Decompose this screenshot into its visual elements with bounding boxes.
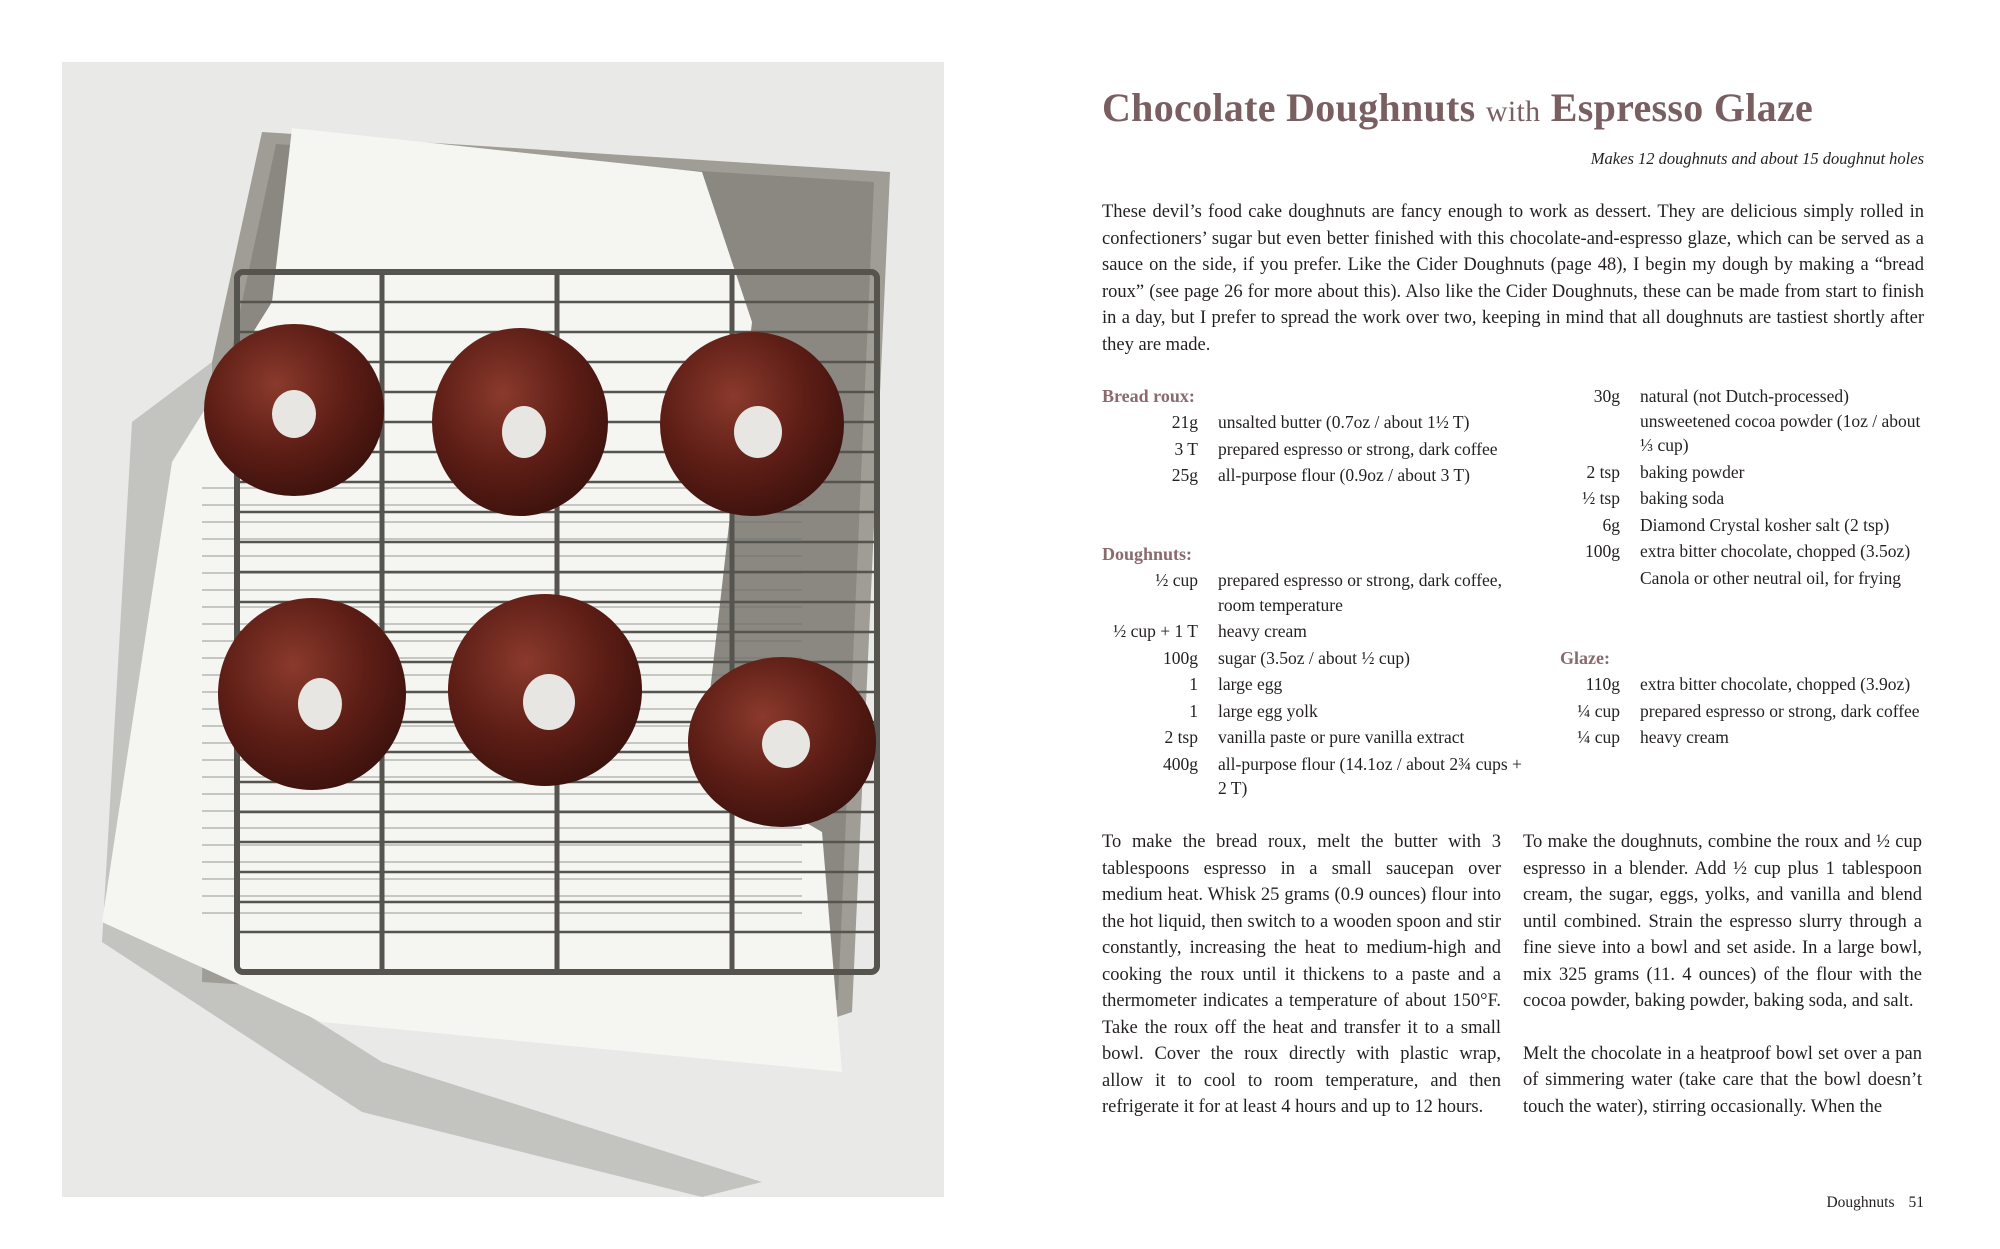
method-roux-paragraph: To make the bread roux, melt the butter with 3 tablespoons espresso in a small saucepan over medium heat. Whisk 25 grams (0.9 ounces) flour into the hot liquid, then switch to a wooden spoon and stir constantly, increasing the heat to medium-high and cooking the roux until it thickens to a paste and a thermometer indicates a temperature of about 150°F. Take the roux off the heat and transfer it to a small bowl. Cover the roux directly with plastic wrap, allow it to cool to room temperature, and then refrigerate it for at least 4 hours and up to 12 hours.: [1102, 832, 1501, 1117]
ingredient-text: unsalted butter (0.7oz / about 1½ T): [1218, 412, 1470, 432]
ingredient-row: [1102, 619, 1522, 644]
ingredient-row: [1530, 460, 1930, 485]
ingredient-qty: [1530, 566, 1640, 591]
doughnut-3: [660, 332, 844, 516]
ingredient-row: [1102, 437, 1522, 462]
recipe-yield: Makes 12 doughnuts and about 15 doughnut holes: [1590, 149, 1924, 168]
ingredient-row: [1530, 513, 1930, 538]
ingredient-text: prepared espresso or strong, dark coffee: [1640, 700, 1920, 721]
ingredient-row: [1102, 752, 1522, 801]
ingredient-qty: 6g: [1602, 514, 1620, 535]
recipe-intro: [1102, 199, 1924, 358]
title-with: with: [1485, 95, 1541, 128]
method-column-left: [1102, 829, 1501, 1121]
ingredient-qty: 100g: [1585, 541, 1620, 561]
doughnut-photo: [62, 62, 944, 1197]
ingredient-row: [1102, 646, 1522, 671]
ingredient-text: vanilla paste or pure vanilla extract: [1218, 727, 1465, 747]
page-footer: [1826, 1194, 1924, 1212]
method-chocolate-paragraph: Melt the chocolate in a heatproof bowl set over a pan of simmering water (take care that the bowl doesn’t touch the water), stirring occasionally. When the: [1523, 1043, 1922, 1117]
page-number: 51: [1908, 1194, 1924, 1211]
ingredient-row: [1102, 568, 1522, 617]
ingredient-qty: 2 tsp: [1164, 727, 1198, 747]
ingredient-qty: ½ cup + 1 T: [1113, 621, 1198, 641]
ingredient-text: Canola or other neutral oil, for frying: [1640, 567, 1901, 588]
doughnut-1: [204, 324, 384, 496]
ingredient-qty: 110g: [1585, 674, 1620, 694]
ingredient-text: extra bitter chocolate, chopped (3.5oz): [1640, 541, 1911, 561]
glaze-heading: Glaze:: [1560, 648, 1610, 668]
ingredient-row: [1102, 410, 1522, 435]
ingredient-row: [1102, 699, 1522, 724]
ingredient-qty: ½ cup: [1155, 570, 1198, 590]
doughnuts-list-continued: [1530, 384, 1930, 590]
ingredient-row: [1102, 725, 1522, 750]
ingredient-row: [1530, 725, 1930, 750]
glaze-list: [1530, 672, 1930, 750]
ingredient-qty: 2 tsp: [1586, 461, 1620, 482]
ingredient-text: large egg: [1218, 674, 1283, 694]
ingredient-row: [1530, 699, 1930, 724]
ingredient-text: all-purpose flour (14.1oz / about 2¾ cups + 2 T): [1218, 753, 1522, 798]
ingredient-row: [1530, 539, 1930, 564]
bread-roux-list: [1102, 410, 1522, 488]
ingredient-text: sugar (3.5oz / about ½ cup): [1218, 647, 1410, 668]
ingredient-qty: 1: [1189, 700, 1198, 721]
recipe-title: [1102, 84, 2000, 131]
ingredient-row: [1530, 486, 1930, 511]
ingredient-row: [1530, 672, 1930, 697]
doughnut-5: [448, 594, 642, 786]
ingredient-qty: ¼ cup: [1577, 700, 1620, 721]
doughnuts-heading: Doughnuts:: [1102, 544, 1193, 564]
ingredient-text: prepared espresso or strong, dark coffee: [1218, 438, 1498, 459]
ingredient-qty: 21g: [1171, 412, 1198, 432]
title-part2: Espresso Glaze: [1550, 85, 1814, 130]
doughnuts-list: [1102, 568, 1522, 801]
method-doughnuts-paragraph: To make the doughnuts, combine the roux and ½ cup espresso in a blender. Add ½ cup plus 1 tablespoon cream, the sugar, eggs, yolks, and vanilla and blend until combined. Strain the espresso slurry through a fine sieve into a bowl and set aside. In a large bowl, mix 325 grams (11. 4 ounces) of the flour with the cocoa powder, baking powder, baking soda, and salt.: [1523, 832, 1922, 1011]
ingredient-row: [1102, 672, 1522, 697]
ingredient-text: heavy cream: [1218, 621, 1307, 641]
ingredient-qty: ½ tsp: [1582, 488, 1620, 508]
ingredient-qty: 100g: [1163, 647, 1198, 668]
photo-illustration: [62, 62, 944, 1197]
ingredient-qty: 3 T: [1174, 438, 1198, 459]
doughnut-6: [688, 657, 876, 827]
intro-paragraph: These devil’s food cake doughnuts are fancy enough to work as dessert. They are delicious simply rolled in confectioners’ sugar but even better finished with this chocolate-and-espresso glaze, which can be served as a sauce on the side, if you prefer. Like the Cider Doughnuts (page 48), I begin my dough by making a “bread roux” (see page 26 for more about this). Also like the Cider Doughnuts, these can be made from start to finish in a day, but I prefer to spread the work over two, keeping in mind that all doughnuts are tastiest shortly after they are made.: [1102, 202, 1924, 355]
ingredient-text: all-purpose flour (0.9oz / about 3 T): [1218, 465, 1470, 485]
ingredient-text: heavy cream: [1640, 727, 1729, 747]
ingredient-text: prepared espresso or strong, dark coffee, room temperature: [1218, 570, 1502, 615]
ingredient-text: natural (not Dutch-processed) unsweetened cocoa powder (1oz / about ⅓ cup): [1640, 386, 1921, 455]
ingredient-qty: 25g: [1171, 465, 1198, 485]
ingredient-row: [1530, 384, 1930, 458]
doughnut-4: [218, 598, 406, 790]
method-column-right: [1523, 829, 1922, 1120]
ingredient-text: extra bitter chocolate, chopped (3.9oz): [1640, 674, 1911, 694]
ingredient-text: baking powder: [1640, 461, 1745, 482]
ingredient-text: baking soda: [1640, 488, 1725, 508]
ingredient-text: Diamond Crystal kosher salt (2 tsp): [1640, 514, 1890, 535]
ingredient-row: [1102, 463, 1522, 488]
doughnut-2: [432, 328, 608, 516]
bread-roux-heading: Bread roux:: [1102, 386, 1195, 406]
ingredient-qty: 30g: [1593, 386, 1620, 406]
title-part1: Chocolate Doughnuts: [1102, 85, 1476, 130]
ingredient-row: [1530, 566, 1930, 591]
ingredient-qty: 400g: [1163, 753, 1198, 774]
footer-section: Doughnuts: [1826, 1194, 1895, 1211]
ingredient-qty: 1: [1189, 674, 1198, 694]
ingredient-text: large egg yolk: [1218, 700, 1318, 721]
ingredient-qty: ¼ cup: [1577, 727, 1620, 747]
